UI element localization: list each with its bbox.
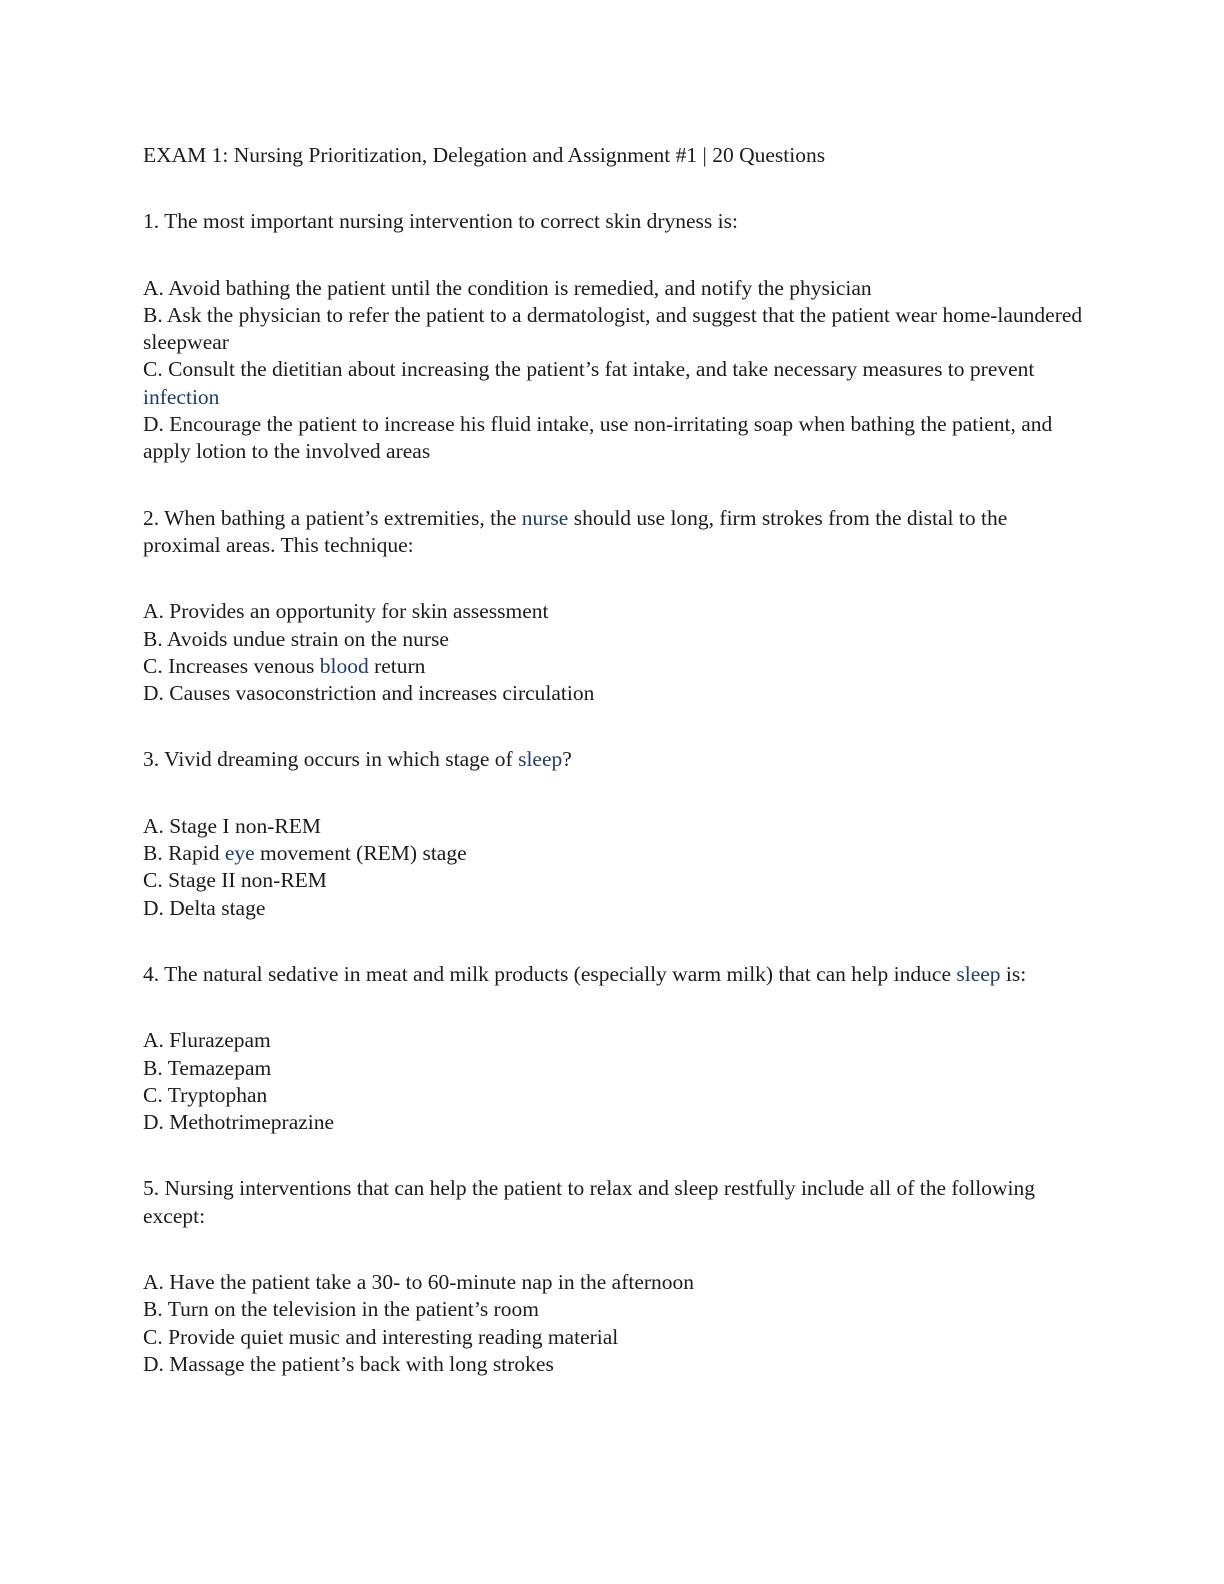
question-stem <box>143 208 1083 235</box>
document-page <box>143 142 1083 1417</box>
option-d <box>143 680 1083 707</box>
glossary-link-blood[interactable]: blood <box>319 653 369 678</box>
question-4 <box>143 961 1083 1136</box>
option-text: C. Consult the dietitian about increasing the patient’s fat intake, and take necessary measures to prevent <box>143 357 1035 382</box>
option-c <box>143 653 1083 680</box>
option-text: B. Avoids undue strain on the nurse <box>143 626 449 651</box>
answer-options <box>143 1269 1083 1378</box>
question-stem <box>143 1175 1083 1230</box>
answer-options <box>143 275 1083 466</box>
option-b <box>143 626 1083 653</box>
option-text: A. Stage I non-REM <box>143 813 321 838</box>
option-c <box>143 356 1083 411</box>
option-text: D. Delta stage <box>143 895 266 920</box>
option-text: B. Ask the physician to refer the patient to a dermatologist, and suggest that the patient wear home-laundered sleepwear <box>143 302 1083 355</box>
exam-title: EXAM 1: Nursing Prioritization, Delegation and Assignment #1 | 20 Questions <box>143 143 826 167</box>
option-text: A. Flurazepam <box>143 1028 271 1053</box>
option-text: C. Increases venous <box>143 653 320 678</box>
glossary-link-sleep[interactable]: sleep <box>956 961 1001 986</box>
option-text: B. Rapid <box>143 841 225 866</box>
option-text: D. Causes vasoconstriction and increases circulation <box>143 681 595 706</box>
option-b <box>143 840 1083 867</box>
stem-text: is: <box>1000 961 1027 986</box>
option-d <box>143 1109 1083 1136</box>
option-d <box>143 895 1083 922</box>
stem-text: 4. The natural sedative in meat and milk products (especially warm milk) that can help induce <box>143 961 957 986</box>
question-stem <box>143 746 1083 773</box>
stem-text: ? <box>562 747 572 772</box>
option-text: return <box>368 653 426 678</box>
option-a <box>143 275 1083 302</box>
stem-text: should use long, firm strokes from the distal to the proximal areas. This technique: <box>143 505 1008 557</box>
question-1 <box>143 208 1083 465</box>
option-text: D. Massage the patient’s back with long strokes <box>143 1351 554 1376</box>
option-text: D. Encourage the patient to increase his fluid intake, use non-irritating soap when bathing the patient, and apply lotion to the involved areas <box>143 412 1053 464</box>
option-text: A. Provides an opportunity for skin assessment <box>143 599 549 624</box>
stem-text: 3. Vivid dreaming occurs in which stage of <box>143 747 519 772</box>
option-text: B. Temazepam <box>143 1055 272 1080</box>
option-text: A. Avoid bathing the patient until the condition is remedied, and notify the physician <box>143 275 872 300</box>
answer-options <box>143 813 1083 922</box>
option-b <box>143 302 1083 357</box>
answer-options <box>143 1027 1083 1136</box>
question-3 <box>143 746 1083 921</box>
option-text: B. Turn on the television in the patient’s room <box>143 1297 539 1322</box>
option-d <box>143 1351 1083 1378</box>
option-text: C. Provide quiet music and interesting reading material <box>143 1324 619 1349</box>
question-5 <box>143 1175 1083 1378</box>
option-text: A. Have the patient take a 30- to 60-minute nap in the afternoon <box>143 1270 695 1295</box>
glossary-link-sleep[interactable]: sleep <box>518 747 563 772</box>
option-text: C. Stage II non-REM <box>143 868 327 893</box>
glossary-link-eye[interactable]: eye <box>224 841 255 866</box>
option-a <box>143 598 1083 625</box>
stem-text: 1. The most important nursing intervention to correct skin dryness is: <box>143 209 738 234</box>
option-c <box>143 1324 1083 1351</box>
glossary-link-nurse[interactable]: nurse <box>521 505 569 530</box>
option-b <box>143 1296 1083 1323</box>
option-text: C. Tryptophan <box>143 1082 268 1107</box>
answer-options <box>143 598 1083 707</box>
glossary-link-infection[interactable]: infection <box>143 384 220 409</box>
question-stem <box>143 505 1083 560</box>
option-b <box>143 1055 1083 1082</box>
option-c <box>143 867 1083 894</box>
option-d <box>143 411 1083 466</box>
question-2 <box>143 505 1083 708</box>
stem-text: 2. When bathing a patient’s extremities, the <box>143 505 522 530</box>
option-a <box>143 1269 1083 1296</box>
option-a <box>143 813 1083 840</box>
option-c <box>143 1082 1083 1109</box>
question-stem <box>143 961 1083 988</box>
option-a <box>143 1027 1083 1054</box>
stem-text: 5. Nursing interventions that can help the patient to relax and sleep restfully include all of the following except: <box>143 1176 1036 1228</box>
option-text: D. Methotrimeprazine <box>143 1110 335 1135</box>
option-text: movement (REM) stage <box>254 841 467 866</box>
